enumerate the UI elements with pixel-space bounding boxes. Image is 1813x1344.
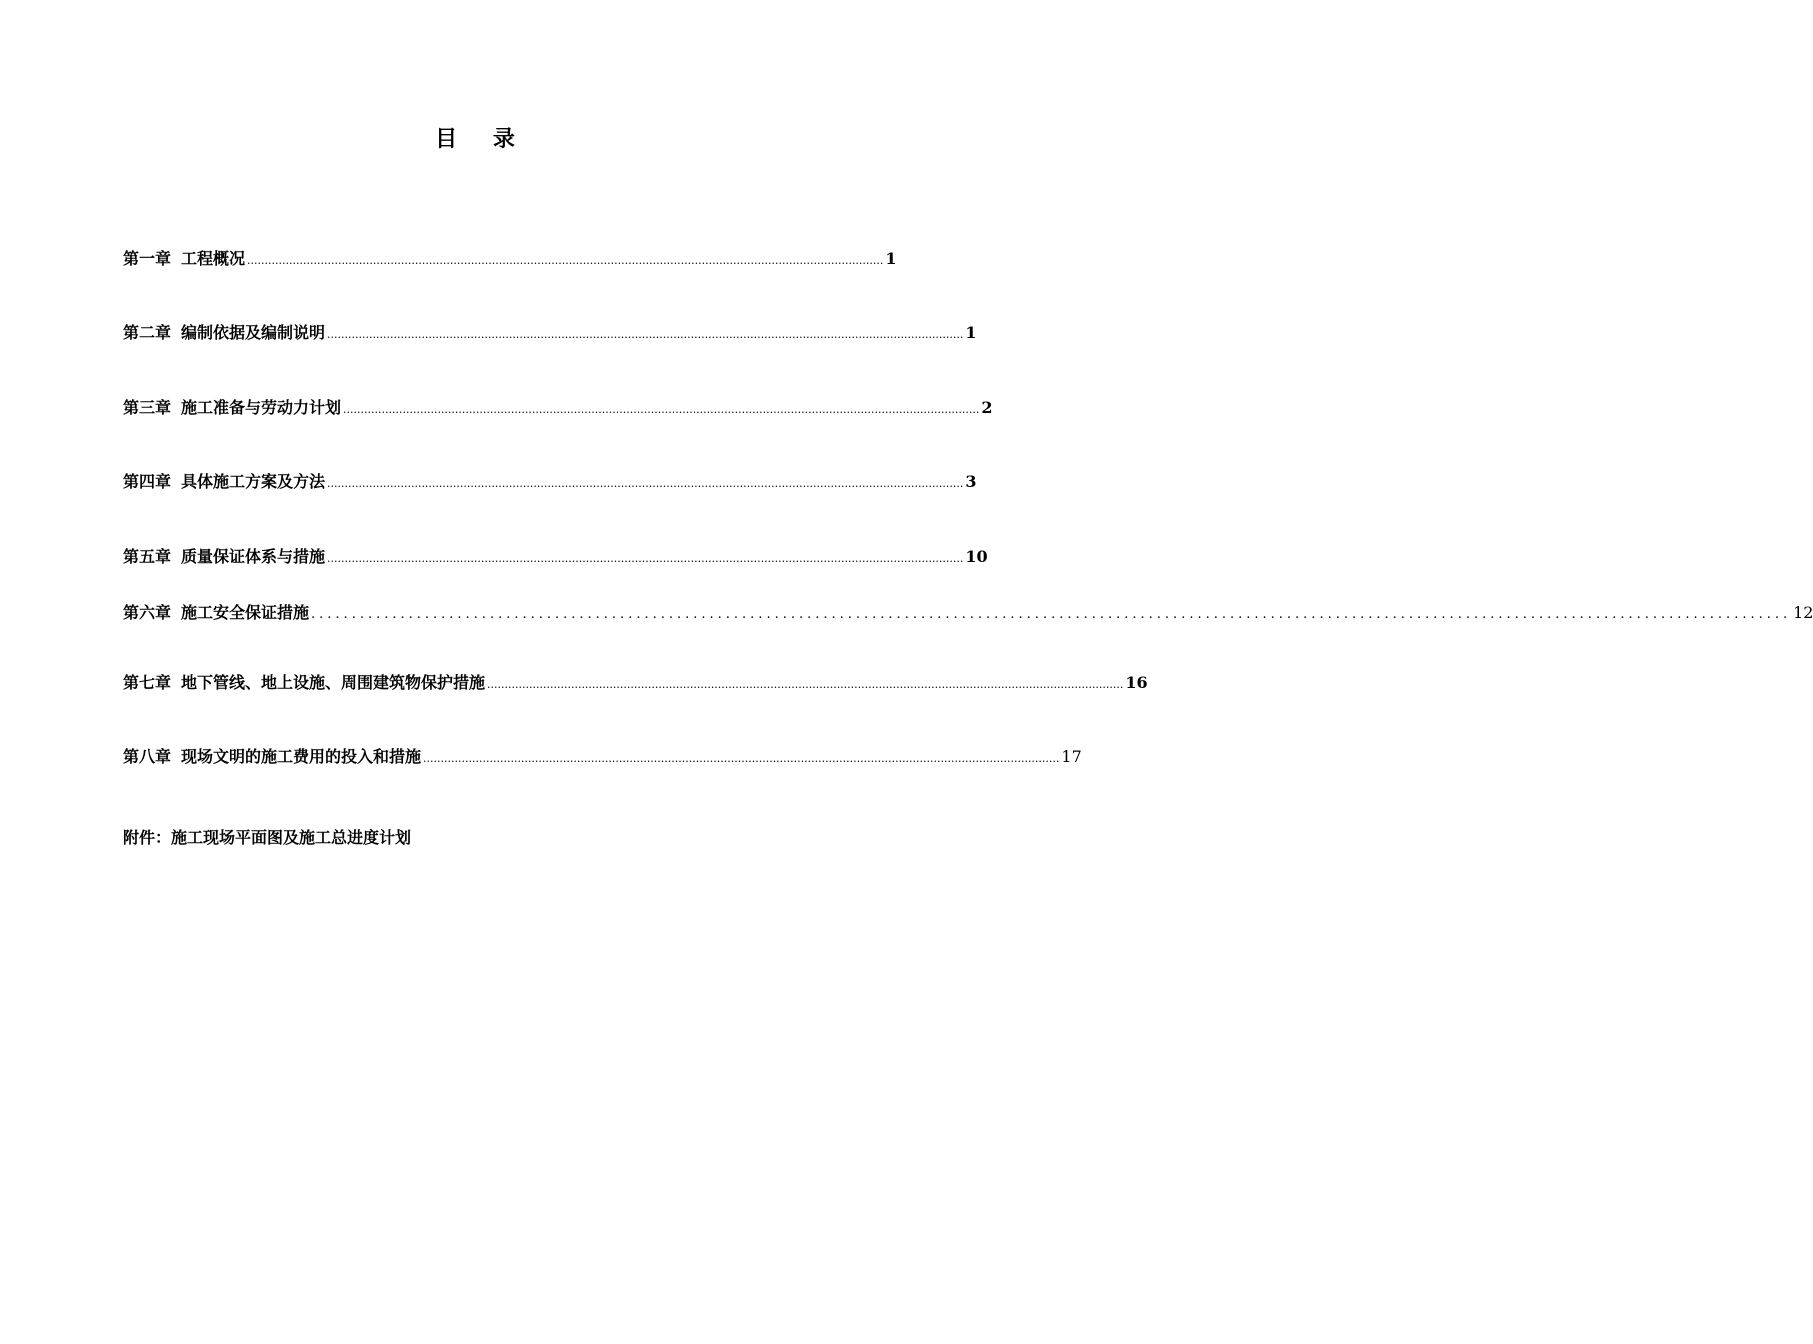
toc-dot-leader: ...................................................................................................................................................................................... <box>247 254 884 267</box>
toc-entry-chapter-4[interactable] <box>123 470 977 494</box>
toc-chapter-number: 第四章 <box>123 472 172 491</box>
toc-dot-leader: ...................................................................................................................................................................................... <box>327 552 964 565</box>
toc-dot-leader: ...................................................................................................................................................................................... <box>343 403 980 416</box>
toc-entry-chapter-6[interactable] <box>123 601 1813 625</box>
toc-chapter-title: 编制依据及编制说明 <box>181 323 326 342</box>
toc-page-number: 1 <box>965 323 977 342</box>
toc-entry-chapter-1[interactable] <box>123 247 897 271</box>
toc-dot-leader: ...................................................................................................................................................................................... <box>327 477 964 490</box>
toc-page-number: 3 <box>965 472 977 491</box>
toc-chapter-number: 第二章 <box>123 323 172 342</box>
toc-entry-chapter-7[interactable] <box>123 671 1148 695</box>
toc-chapter-number: 第三章 <box>123 398 172 417</box>
toc-chapter-title: 现场文明的施工费用的投入和措施 <box>181 747 422 766</box>
toc-page-number: 2 <box>981 398 993 417</box>
toc-dot-leader: ...................................................................................................................................................................................... <box>487 678 1124 691</box>
toc-page-number: 17 <box>1061 747 1082 766</box>
toc-chapter-title: 施工准备与劳动力计划 <box>181 398 342 417</box>
toc-chapter-title: 具体施工方案及方法 <box>181 472 326 491</box>
page-title: 目 录 <box>435 126 529 152</box>
toc-chapter-title: 地下管线、地上设施、周围建筑物保护措施 <box>181 673 486 692</box>
toc-chapter-title: 工程概况 <box>181 249 246 268</box>
toc-chapter-number: 第八章 <box>123 747 172 766</box>
toc-chapter-title: 施工安全保证措施 <box>181 603 310 622</box>
toc-chapter-number: 第七章 <box>123 673 172 692</box>
toc-page-number: 12 <box>1793 603 1813 622</box>
toc-page-number: 10 <box>965 547 988 566</box>
toc-dot-leader: ...................................................................................................................................................................................... <box>311 607 1792 622</box>
toc-dot-leader: ...................................................................................................................................................................................... <box>327 328 964 341</box>
toc-entry-chapter-3[interactable] <box>123 396 993 420</box>
toc-entry-chapter-5[interactable] <box>123 545 988 569</box>
toc-entry-chapter-2[interactable] <box>123 321 977 345</box>
toc-chapter-title: 质量保证体系与措施 <box>181 547 326 566</box>
toc-page-number: 16 <box>1125 673 1148 692</box>
toc-page-number: 1 <box>885 249 897 268</box>
appendix-note: 附件：施工现场平面图及施工总进度计划 <box>123 828 412 847</box>
toc-chapter-number: 第一章 <box>123 249 172 268</box>
toc-dot-leader: ...................................................................................................................................................................................... <box>423 752 1060 765</box>
toc-entry-chapter-8[interactable] <box>123 745 1082 769</box>
toc-chapter-number: 第五章 <box>123 547 172 566</box>
toc-chapter-number: 第六章 <box>123 603 172 622</box>
